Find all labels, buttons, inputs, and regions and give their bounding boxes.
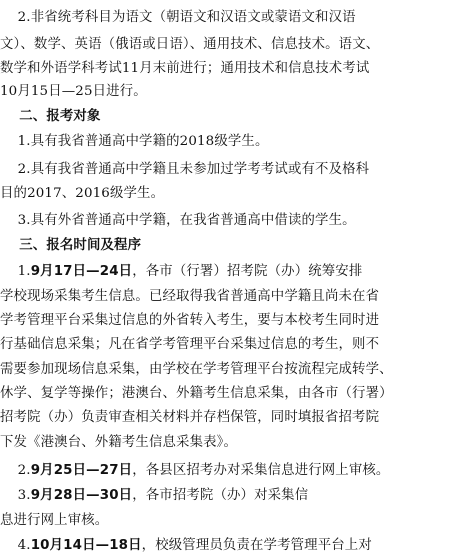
item-text: ，各县区招考办对采集信息进行网上审核。 (132, 463, 390, 478)
item-number: 3. (0, 488, 31, 503)
text-line: 息进行网上审核。 (0, 513, 109, 528)
text-line: 1.具有我省普通高中学籍的2018级学生。 (0, 134, 269, 149)
text-line: 3.具有外省普通高中学籍，在我省普通高中借读的学生。 (0, 213, 356, 228)
date-range: 10月14日—18日 (30, 538, 142, 553)
text-line (0, 260, 464, 284)
text-line: 下发《港澳台、外籍考生信息采集表》。 (0, 435, 238, 450)
text-line: 招考院（办）负责审查相关材料并存档保管，同时填报省招考院 (0, 410, 380, 425)
text-line: 休学、复学等操作；港澳台、外籍考生信息采集，由各市（行署） (0, 386, 393, 401)
date-range: 9月28日—30日 (30, 488, 133, 503)
text-line: 学校现场采集考生信息。已经取得我省普通高中学籍且尚未在省 (0, 289, 380, 304)
text-line: 需要参加现场信息采集，由学校在学考管理平台按流程完成转学、 (0, 362, 393, 377)
text-line: 2.具有我省普通高中学籍且未参加过学考考试或有不及格科 (0, 162, 370, 177)
item-number: 1. (0, 264, 31, 279)
text-line: 目的2017、2016级学生。 (0, 186, 165, 201)
text-line: 行基础信息采集；凡在省学考管理平台采集过信息的考生，则不 (0, 337, 380, 352)
item-text: ，各市招考院（办）对采集信 (132, 488, 309, 503)
text-line (0, 534, 464, 558)
item-text: ，各市（行署）招考院（办）统筹安排 (132, 264, 363, 279)
text-line: 2.非省统考科目为语文（朝语文和汉语文或蒙语文和汉语 (0, 10, 356, 25)
text-line: 学考管理平台采集过信息的外省转入考生，要与本校考生同时进 (0, 313, 380, 328)
section-heading: 三、报名时间及程序 (0, 238, 142, 253)
text-line: 10月15日—25日进行。 (0, 84, 147, 99)
text-line (0, 484, 464, 508)
item-text: ，校级管理员负责在学考管理平台上对 (141, 538, 372, 553)
text-line: 数学和外语学科考试11月末前进行；通用技术和信息技术考试 (0, 61, 370, 76)
text-line: 文）、数学、英语（俄语或日语）、通用技术、信息技术。语文、 (0, 37, 380, 52)
text-line (0, 459, 464, 483)
item-number: 4. (0, 538, 31, 553)
date-range: 9月25日—27日 (30, 463, 133, 478)
date-range: 9月17日—24日 (30, 264, 133, 279)
section-heading: 二、报考对象 (0, 109, 101, 124)
item-number: 2. (0, 463, 31, 478)
